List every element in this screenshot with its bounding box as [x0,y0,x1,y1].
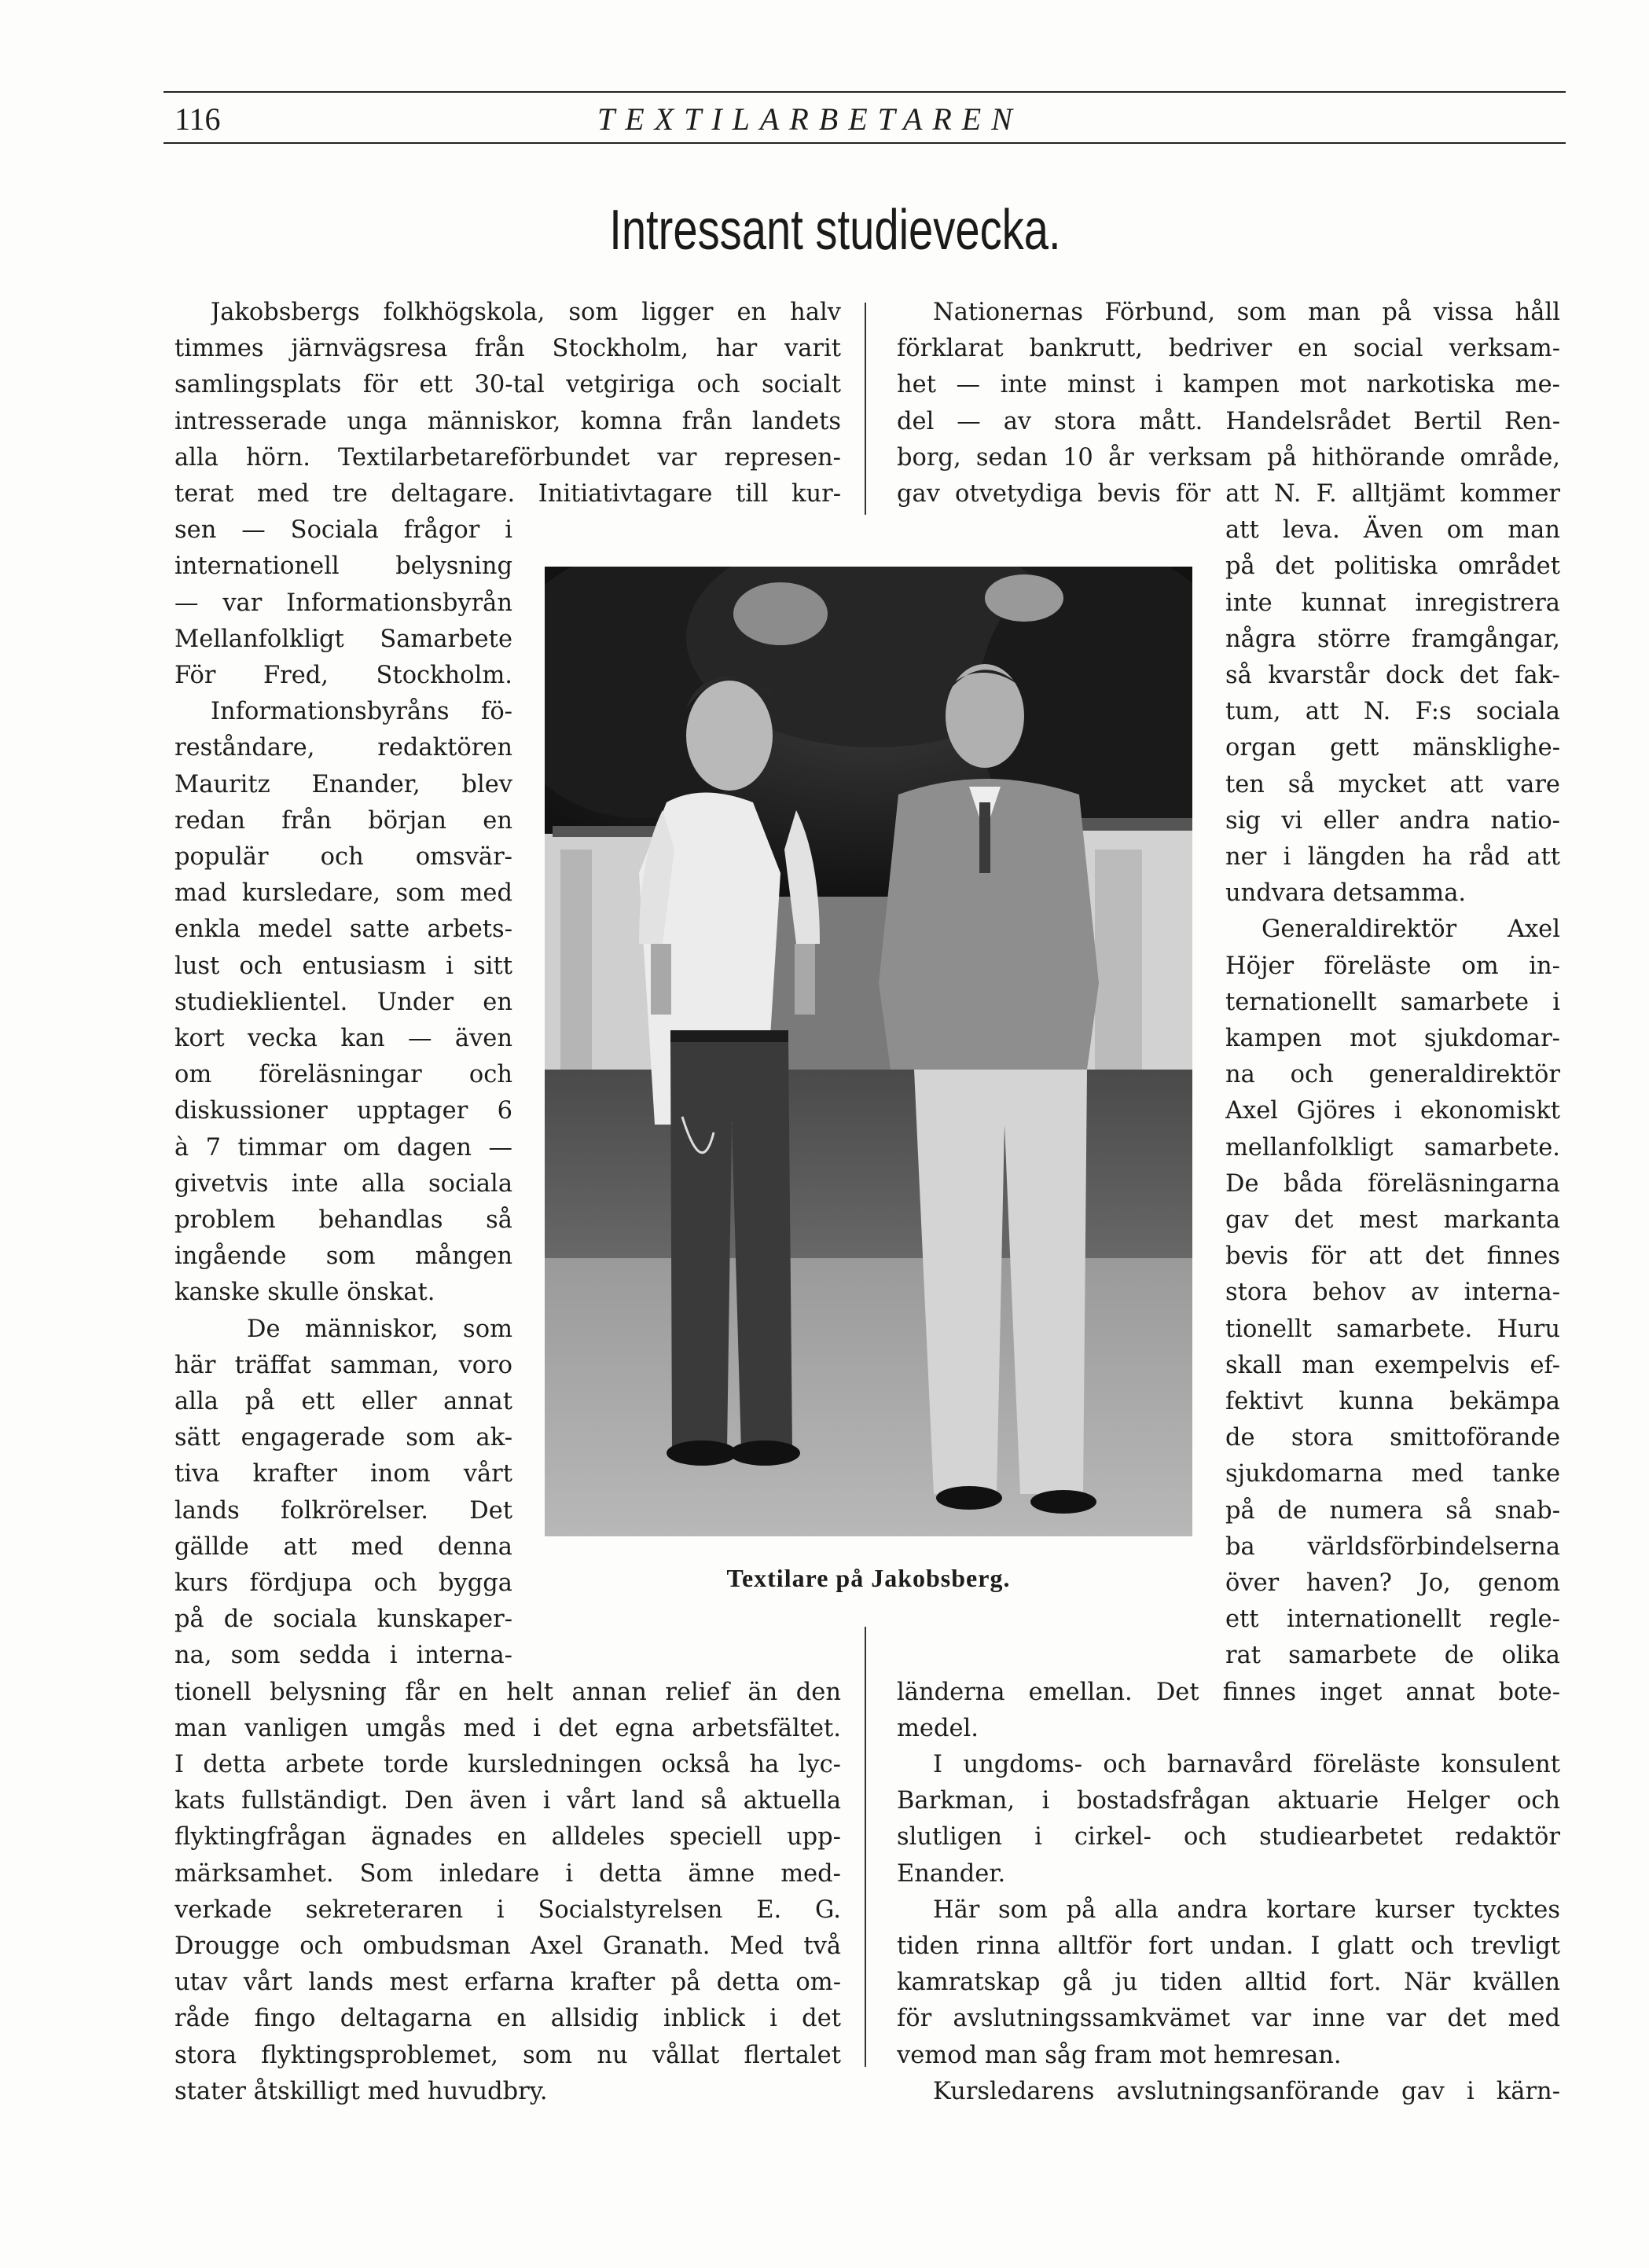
left-column-line: utav vårt lands mest erfarna krafter på detta om- [174,1969,841,1997]
right-column-line: över haven? Jo, genom [1225,1569,1560,1597]
left-column-line: timmes järnvägsresa från Stockholm, har varit [174,335,841,363]
page-number: 116 [174,101,221,137]
right-column-line: tionellt samarbete. Huru [1225,1315,1560,1343]
right-column-line: några större framgångar, [1225,625,1560,653]
right-column-line: de stora smittoförande [1225,1424,1560,1452]
right-column-line: tiden rinna alltför fort undan. I glatt och trevligt [897,1932,1560,1960]
right-column-line: kamratskap gå ju tiden alltid fort. När kvällen [897,1969,1560,1997]
right-column-line: inte kunnat inregistrera [1225,589,1560,617]
left-column-line: kurs fördjupa och bygga [174,1569,512,1597]
left-column-line: terat med tre deltagare. Initiativtagare till kur- [174,480,841,508]
right-column-line: De båda föreläsningarna [1225,1169,1560,1198]
left-column-line: verkade sekreteraren i Socialstyrelsen E. G. [174,1896,841,1924]
left-column-line: För Fred, Stockholm. [174,662,512,689]
right-column-line: skall man exempelvis ef- [1225,1351,1560,1379]
left-column-line: sätt engagerade som ak- [174,1424,512,1452]
left-column-line: råde fingo deltagarna en allsidig inblick i det [174,2005,841,2033]
left-column-line: Mellanfolkligt Samarbete [174,625,512,653]
right-column-line: Enander. [897,1859,1006,1888]
right-column-line: på de numera så snab- [1225,1496,1560,1525]
right-column-line: sig vi eller andra natio- [1225,806,1560,835]
left-column-line: alla hörn. Textilarbetareförbundet var represen- [174,443,841,472]
left-column-line: kort vecka kan — även [174,1025,512,1052]
right-column-line: Här som på alla andra kortare kurser tycktes [933,1896,1560,1924]
right-column-line: slutligen i cirkel- och studiearbetet redaktör [897,1823,1560,1851]
left-column-line: problem behandlas så [174,1206,512,1234]
right-column-line: fektivt kunna bekämpa [1225,1388,1560,1415]
right-column-line: Höjer föreläste om in- [1225,952,1560,980]
right-column-line: Generaldirektör Axel [1262,916,1560,944]
photo-image [545,567,1192,1536]
right-column-line: ternationellt samarbete i [1225,988,1560,1016]
right-column-line: het — inte minst i kampen mot narkotiska me- [897,371,1560,399]
right-column-line: medel. [897,1714,979,1742]
left-column-line: enkla medel satte arbets- [174,916,512,944]
right-column-line: ten så mycket att vare [1225,770,1560,798]
left-column-line: gällde att med denna [174,1532,512,1561]
right-column-line: mellanfolkligt samarbete. [1225,1133,1560,1162]
header-rule-bottom [163,142,1566,144]
left-column-line: Drougge och ombudsman Axel Granath. Med två [174,1932,841,1960]
left-column-line: na, som sedda i interna- [174,1642,512,1670]
right-column-line: på det politiska området [1225,552,1560,581]
photo-two-textile-workers [545,567,1192,1536]
right-column-line: sjukdomarna med tanke [1225,1460,1560,1488]
left-column-line: sen — Sociala frågor i [174,516,512,545]
right-column-line: att leva. Även om man [1225,516,1560,545]
right-column-line: ner i längden ha råd att [1225,843,1560,871]
right-column-line: Nationernas Förbund, som man på vissa håll [933,299,1560,326]
right-column-line: stora behov av interna- [1225,1279,1560,1307]
right-column-line: för avslutningssamkvämet var inne var det med [897,2005,1560,2033]
left-column-line: ingående som mången [174,1242,512,1271]
right-column-line: undvara detsamma. [1225,879,1467,908]
left-column-line: här träffat samman, voro [174,1351,512,1379]
column-rule-bottom [865,1627,866,2067]
right-column-line: Kursledarens avslutningsanförande gav i kärn- [933,2077,1560,2105]
left-column-line: I detta arbete torde kursledningen också ha lyc- [174,1751,841,1778]
left-column-line: Jakobsbergs folkhögskola, som ligger en halv [211,299,841,326]
left-column-line: man vanligen umgås med i det egna arbetsfältet. [174,1714,841,1742]
left-column-line: Mauritz Enander, blev [174,770,512,798]
left-column-line: tiva krafter inom vårt [174,1460,512,1488]
left-column-line: samlingsplats för ett 30-tal vetgiriga och socialt [174,371,841,399]
right-column-line: länderna emellan. Det finnes inget annat bote- [897,1678,1560,1706]
left-column-line: intresserade unga människor, komna från landets [174,407,841,435]
header-rule-top [163,91,1566,93]
left-column-line: kanske skulle önskat. [174,1279,435,1307]
left-column-line: flyktingfrågan ägnades en alldeles speciell upp- [174,1823,841,1851]
left-column-line: diskussioner upptager 6 [174,1097,512,1125]
left-column-line: lands folkrörelser. Det [174,1496,512,1525]
right-column-line: kampen mot sjukdomar- [1225,1025,1560,1052]
article-title: Intressant studievecka. [609,199,1061,262]
right-column-line: tum, att N. F:s sociala [1225,698,1560,726]
left-column-line: à 7 timmar om dagen — [174,1133,512,1162]
left-column-line: redan från början en [174,806,512,835]
right-column-line: ett internationellt regle- [1225,1606,1560,1634]
photo-caption: Textilare på Jakobsberg. [726,1564,1011,1592]
right-column-line: I ungdoms- och barnavård föreläste konsulent [933,1751,1560,1778]
left-column-line: De människor, som [247,1315,512,1343]
left-column-line: stora flyktingsproblemet, som nu vållat flertalet [174,2041,841,2069]
right-column-line: Axel Gjöres i ekonomiskt [1225,1097,1560,1125]
left-column-line: om föreläsningar och [174,1061,512,1089]
left-column-line: Informationsbyråns fö- [211,698,512,726]
right-column-line: organ gett mänsklighe- [1225,734,1560,762]
left-column-line: — var Informationsbyrån [174,589,512,617]
right-column-line: Barkman, i bostadsfrågan aktuarie Helger och [897,1787,1560,1815]
left-column-line: givetvis inte alla sociala [174,1169,512,1198]
right-column-line: rat samarbete de olika [1225,1642,1560,1670]
running-head: TEXTILARBETAREN [597,101,1023,137]
left-column-line: studieklientel. Under en [174,988,512,1016]
left-column-line: på de sociala kunskaper- [174,1606,512,1634]
left-column-line: internationell belysning [174,552,512,581]
right-column-line: borg, sedan 10 år verksam på hithörande område, [897,443,1560,472]
right-column-line: så kvarstår dock det fak- [1225,662,1560,689]
right-column-line: gav otvetydiga bevis för att N. F. alltjämt kommer [897,480,1560,508]
right-column-line: gav det mest markanta [1225,1206,1560,1234]
left-column-line: kats fullständigt. Den även i vårt land så aktuella [174,1787,841,1815]
right-column-line: vemod man såg fram mot hemresan. [897,2041,1342,2069]
left-column-line: märksamhet. Som inledare i detta ämne med- [174,1859,841,1888]
right-column-line: ba världsförbindelserna [1225,1532,1560,1561]
right-column-line: förklarat bankrutt, bedriver en social verksam- [897,335,1560,363]
left-column-line: lust och entusiasm i sitt [174,952,512,980]
right-column-line: na och generaldirektör [1225,1061,1560,1089]
left-column-line: populär och omsvär- [174,843,512,871]
left-column-line: stater åtskilligt med huvudbry. [174,2077,548,2105]
left-column-line: reståndare, redaktören [174,734,512,762]
right-column-line: del — av stora mått. Handelsrådet Bertil Ren- [897,407,1560,435]
left-column-line: tionell belysning får en helt annan relief än den [174,1678,841,1706]
left-column-line: alla på ett eller annat [174,1388,512,1415]
right-column-line: bevis för att det finnes [1225,1242,1560,1271]
column-rule-top [865,303,866,515]
left-column-line: mad kursledare, som med [174,879,512,908]
